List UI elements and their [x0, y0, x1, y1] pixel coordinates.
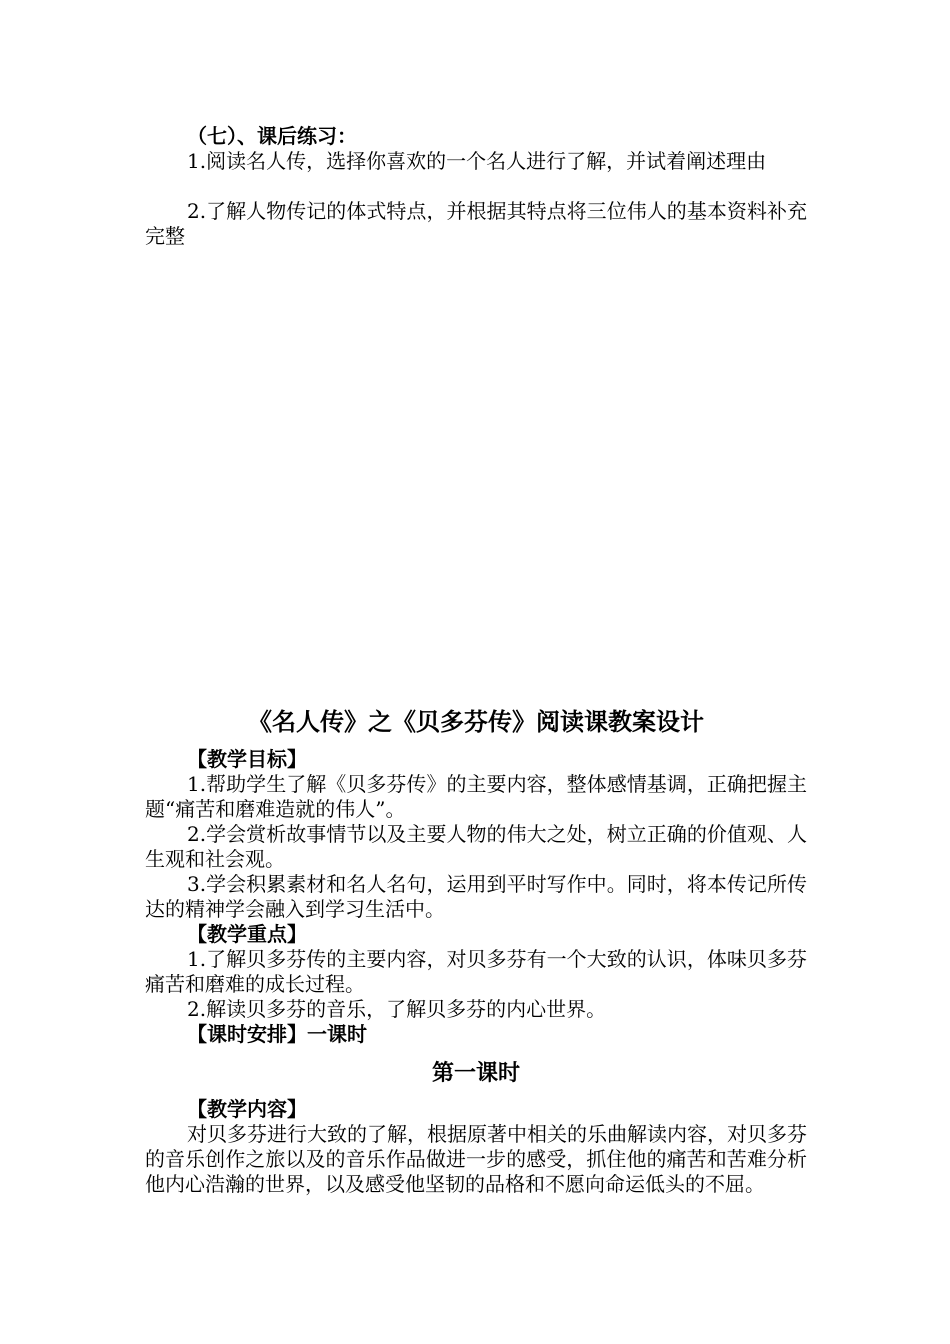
teaching-goal-2: 2.学会赏析故事情节以及主要人物的伟大之处，树立正确的价值观、人生观和社会观。 — [145, 822, 807, 871]
document-page — [145, 0, 807, 1344]
first-lesson-title: 第一课时 — [431, 1060, 520, 1086]
lesson-plan-title: 《名人传》之《贝多芬传》阅读课教案设计 — [248, 707, 704, 736]
key-point-2: 2.解读贝多芬的音乐，了解贝多芬的内心世界。 — [187, 997, 607, 1021]
key-points-heading: 【教学重点】 — [187, 922, 307, 946]
key-point-1: 1.了解贝多芬传的主要内容，对贝多芬有一个大致的认识，体味贝多芬痛苦和磨难的成长过程。 — [145, 947, 807, 996]
exercise-item-2: 2.了解人物传记的体式特点，并根据其特点将三位伟人的基本资料补充完整 — [145, 199, 807, 248]
teaching-content-text: 对贝多芬进行大致的了解，根据原著中相关的乐曲解读内容，对贝多芬的音乐创作之旅以及的音乐作品做进一步的感受，抓住他的痛苦和苦难分析他内心浩瀚的世界，以及感受他坚韧的品格和不愿向命运低头的不屈。 — [145, 1122, 807, 1196]
teaching-content-heading: 【教学内容】 — [187, 1097, 307, 1121]
section-seven-title: （七）、课后练习： — [187, 124, 357, 148]
teaching-goals-heading: 【教学目标】 — [187, 747, 307, 771]
teaching-goal-1: 1.帮助学生了解《贝多芬传》的主要内容，整体感情基调，正确把握主题“痛苦和磨难造就的伟人”。 — [145, 772, 807, 821]
schedule-line: 【课时安排】一课时 — [187, 1022, 367, 1046]
teaching-goal-3: 3.学会积累素材和名人名句，运用到平时写作中。同时，将本传记所传达的精神学会融入到学习生活中。 — [145, 872, 807, 921]
exercise-item-1: 1.阅读名人传，选择你喜欢的一个名人进行了解，并试着阐述理由 — [187, 149, 767, 173]
